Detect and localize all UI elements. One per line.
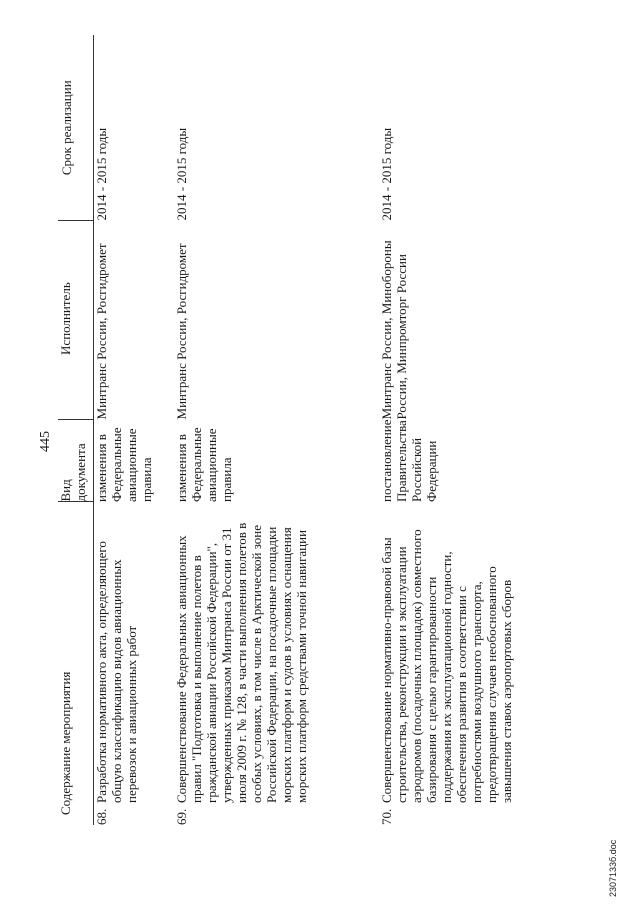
header-term: Срок реализации bbox=[58, 35, 94, 220]
header-executor: Исполнитель bbox=[58, 220, 94, 419]
row-content: Совершенствование Федеральных авиационных правил "Подготовка и выполнение полетов в гражданской авиации Российской Федерации", утвержденных приказом Минтранса России от 31 июля 2009 г. № 128, в части выполнения полетов в особых условиях, в том числе в Арктической зоне Российской Федерации, на посадочные площадки морских платформ и судов в условиях оснащения морских платформ средствами точной навигации bbox=[174, 522, 309, 803]
row-doc-type: изменения в Федеральные авиационные правила bbox=[94, 427, 154, 502]
header-content: Содержание мероприятия bbox=[58, 502, 94, 825]
table-header-row bbox=[58, 35, 94, 825]
row-executor: Минтранс России, Росгидромет bbox=[94, 243, 109, 420]
table-row bbox=[379, 35, 584, 825]
measures-table bbox=[58, 35, 584, 825]
row-term: 2014 - 2015 годы bbox=[94, 127, 109, 221]
row-content: Разработка нормативного акта, определяющего общую классификацию видов авиационных перевозок и авиационных работ bbox=[94, 541, 139, 803]
row-number: 70. bbox=[379, 808, 394, 825]
row-number: 69. bbox=[174, 808, 189, 825]
header-doc-type: Вид документа bbox=[58, 419, 94, 502]
row-executor: Минтранс России, Минобороны России, Минпромторг России bbox=[379, 240, 409, 420]
document-file-code: 2307133б.doc bbox=[608, 839, 618, 897]
row-term: 2014 - 2015 годы bbox=[174, 127, 189, 221]
row-content: Совершенствование нормативно-правовой базы строительства, реконструкции и эксплуатации аэродромов (посадочных площадок) совместного базирования с целью гарантированности поддержания их эксплуатационной годности, обеспечения развития в соответствии с потребностями воздушного транспорта, предотвращения случаев необоснованного завышения ставок аэропортовых сборов bbox=[379, 529, 514, 803]
row-number: 68. bbox=[94, 808, 109, 825]
row-doc-type: изменения в Федеральные авиационные правила bbox=[174, 427, 234, 502]
table-row bbox=[94, 35, 175, 825]
row-executor: Минтранс России, Росгидромет bbox=[174, 243, 189, 420]
row-term: 2014 - 2015 годы bbox=[379, 127, 394, 221]
table-row bbox=[174, 35, 379, 825]
page-number: 445 bbox=[38, 431, 53, 452]
row-doc-type: постановление Правительства Российской Федерации bbox=[379, 419, 439, 502]
